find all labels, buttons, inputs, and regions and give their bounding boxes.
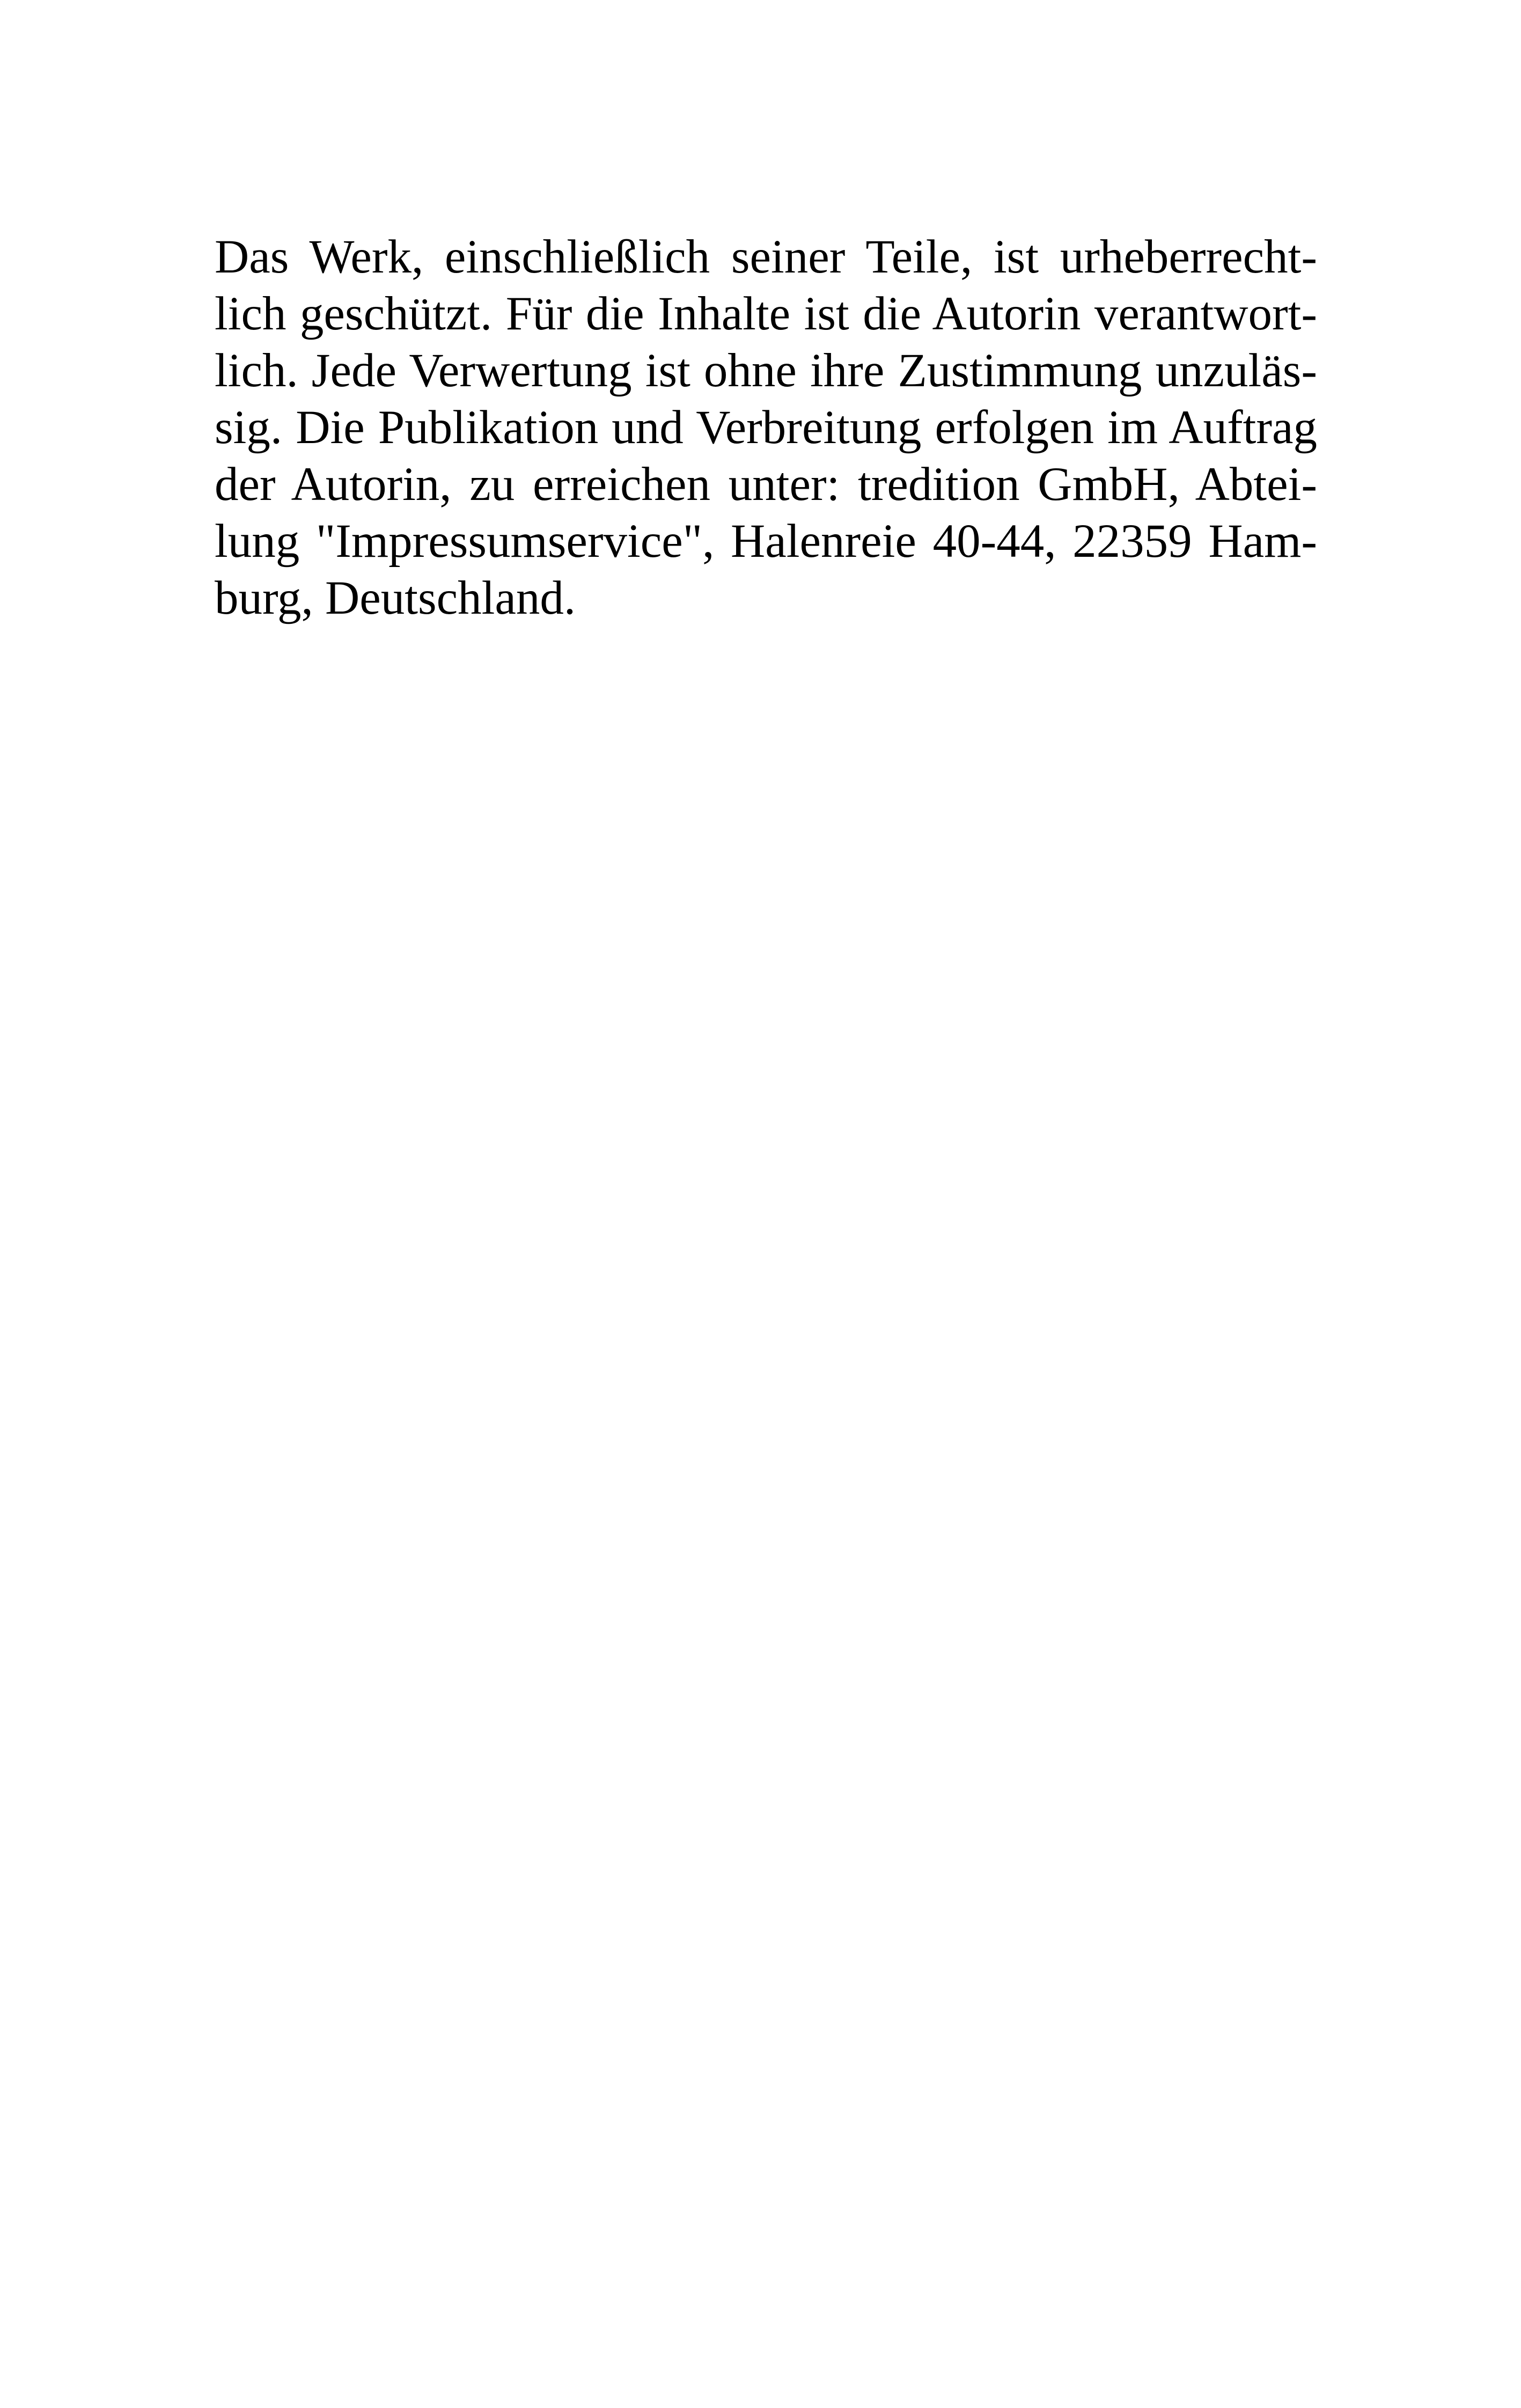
imprint-line-7: burg, Deutschland.	[215, 572, 576, 624]
imprint-line-4: sig. Die Publikation und Verbreitung erfolgen im Auftrag	[215, 401, 1317, 454]
imprint-line-2: lich geschützt. Für die Inhalte ist die Autorin verantwort-	[215, 288, 1317, 340]
imprint-line-6: lung "Impressumservice", Halenreie 40-44, 22359 Ham-	[215, 515, 1317, 568]
imprint-line-5: der Autorin, zu erreichen unter: tredition GmbH, Abtei-	[215, 458, 1317, 511]
imprint-line-1: Das Werk, einschließlich seiner Teile, ist urheberrecht-	[215, 231, 1317, 283]
imprint-paragraph	[215, 229, 1317, 627]
imprint-line-3: lich. Jede Verwertung ist ohne ihre Zustimmung unzuläs-	[215, 344, 1317, 397]
